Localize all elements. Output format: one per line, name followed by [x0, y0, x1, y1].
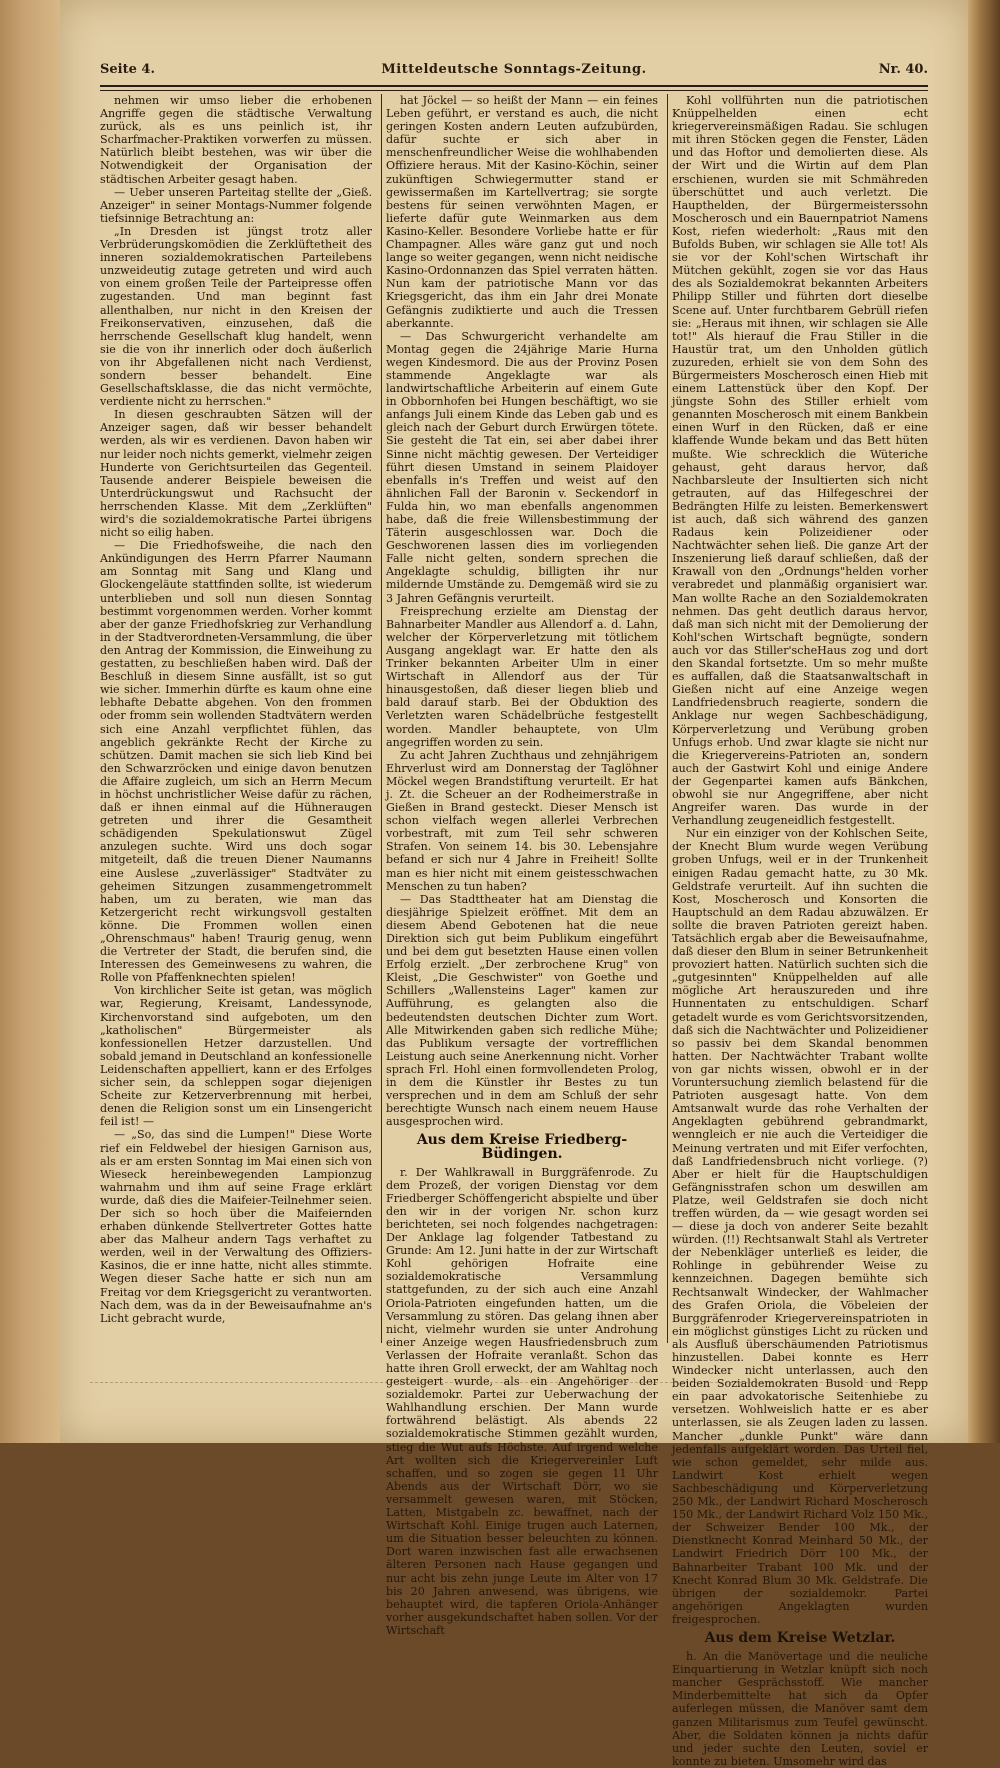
- page-bottom-margin: [90, 1358, 928, 1383]
- section-heading: Aus dem Kreise Friedberg-Büdingen.: [416, 1132, 628, 1162]
- page-edge: [968, 0, 1000, 1443]
- paragraph: — „So, das sind die Lumpen!" Diese Worte rief ein Feldwebel der hiesigen Garnison aus, als er am ersten Sonntag im Mai einen sich von Wieseck hereinbewegenden Lampionzug wahrnahm und ihm auf seine Frage erklärt wurde, daß dies die Maifeier-Teilnehmer seien. Der sich so hoch über die Maifeiernden erhaben dünkende Stellvertreter Gottes hatte aber das Malheur andern Tags verhaftet zu werden, weil in der Verwaltung des Offiziers-Kasinos, die er inne hatte, nicht alles stimmte. Wegen dieser Sache hatte er sich nun am Freitag vor dem Kriegsgericht zu verantworten. Nach dem, was da in der Beweisaufnahme an's Licht gebracht wurde,: [100, 1128, 372, 1325]
- paragraph: „In Dresden ist jüngst trotz aller Verbrüderungskomödien die Zerklüftetheit des inneren sozialdemokratischen Parteilebens unzweideutig zutage getreten und wird auch von einem großen Teile der Parteipresse offen zugestanden. Und man beginnt fast allenthalben, nur nicht in den Kreisen der Freikonservativen, einzusehen, daß die herrschende Gesellschaft klug handelt, wenn sie die von ihr innerlich oder doch äußerlich von ihr Abgefallenen nicht nach Verdienst, sondern besser behandelt. Eine Gesellschaftsklasse, die das nicht vermöchte, verdiente nicht zu herrschen.": [100, 224, 372, 409]
- paragraph: nehmen wir umso lieber die erhobenen Angriffe gegen die städtische Verwaltung zurück, als es uns peinlich ist, ihr Scharfmacher-Praktiken vorwerfen zu müssen. Natürlich bleibt bestehen, was wir über die Notwendigkeit der Organisation der städtischen Arbeiter gesagt haben.: [100, 94, 372, 186]
- page-number: Seite 4.: [100, 62, 155, 77]
- section-heading: Aus dem Kreise Wetzlar.: [704, 1629, 896, 1646]
- paragraph: Kohl vollführten nun die patriotischen Knüppelhelden einen echt kriegervereinsmäßigen Radau. Sie schlugen mit ihren Stöcken gegen die Fenster, Läden und das Hoftor und demolierten diese. Als der Wirt und die Wirtin auf dem Plan erschienen, wurden sie mit Schmähreden überschüttet und auch verletzt. Die Haupthelden, der Bürgermeisterssohn Moscherosch und ein Bauernpatriot Namens Kost, riefen wiederholt: „Raus mit den Bufolds Buben, wir schlagen sie Alle tot! Als sie vor der Kohl'schen Wirtschaft ihr Mütchen gekühlt, zogen sie vor das Haus des als Sozialdemokrat bekannten Arbeiters Philipp Stiller und führten dort dieselbe Scene auf. Unter furchtbarem Gebrüll riefen sie: „Heraus mit ihnen, wir schlagen sie Alle tot!" Als hierauf die Frau Stiller in die Haustür trat, um den Unholden gütlich zuzureden, erhielt sie von dem Sohn des Bürgermeisters Moscherosch einen Hieb mit einem Lattenstück über den Kopf. Der jüngste Sohn des Stiller erhielt vom genannten Moscherosch mit einem Bankbein einen Wurf in den Rücken, daß er eine klaffende Wunde bekam und das Bett hüten mußte. Wie schrecklich die Wüteriche gehaust, geht daraus hervor, daß Nachbarsleute der Insultierten sich nicht getrauten, auf das Hilfegeschrei der Bedrängten Hilfe zu leisten. Bemerkenswert ist auch, daß sich während des ganzen Radaus kein Polizeidiener oder Nachtwächter sehen ließ. Die ganze Art der Inszenierung ließ darauf schließen, daß der Krawall von den „Ordnungs"helden vorher verabredet und planmäßig organisiert war. Man wollte Rache an den Sozialdemokraten nehmen. Das geht deutlich daraus hervor, daß man sich nicht mit der Demolierung der Kohl'schen Wirtschaft begnügte, sondern auch vor das Stiller'scheHaus zog und dort den Skandal fortsetzte. Um so mehr mußte es auffallen, daß die Staatsanwaltschaft in Gießen nicht auf eine Anzeige wegen Landfriedensbruch reagierte, sondern die Anklage nur wegen Sachbeschädigung, Körperverletzung und Verübung groben Unfugs erhob. Und zwar klagte sie nicht nur die Kriegervereins-Patrioten an, sondern auch der Gastwirt Kohl und einige Andere der Gegenpartei kamen aufs Bänkchen, obwohl sie nur Angegriffene, aber nicht Angreifer waren. Das wurde in der Verhandlung zeugeneidlich festgestellt.: [672, 94, 928, 828]
- paragraph: Zu acht Jahren Zuchthaus und zehnjährigem Ehrverlust wird am Donnerstag der Taglöhner Möckel wegen Brandstiftung verurteilt. Er hat j. Zt. die Scheuer an der Rodheimerstraße in Gießen in Brand gesteckt. Dieser Mensch ist schon vielfach wegen allerlei Verbrechen vorbestraft, mit zum Teil sehr schweren Strafen. Von seinem 14. bis 30. Lebensjahre befand er sich nur 4 Jahre in Freiheit! Sollte man es hier nicht mit einem geistesschwachen Menschen zu tun haben?: [386, 748, 658, 893]
- paragraph: h. An die Manövertage und die neuliche Einquartierung in Wetzlar knüpft sich noch mancher Gesprächsstoff. Wie mancher Minderbemittelte hat sich da Opfer auferlegen müssen, die Manöver samt dem ganzen Militarismus zum Teufel gewünscht. Aber, die Soldaten können ja nichts dafür und jeder suchte den Leuten, soviel er konnte zu bieten. Umsomehr wird das: [672, 1650, 928, 1768]
- paragraph: Von kirchlicher Seite ist getan, was möglich war, Regierung, Kreisamt, Landessynode, Kirchenvorstand sind aufgeboten, um den „katholischen" Bürgermeister als konfessionellen Hetzer darzustellen. Und sobald jemand in Deutschland an konfessionelle Leidenschaften appelliert, kann er des Erfolges sicher sein, da schleppen sogar diejenigen Scheite zur Ketzerverbrennung mit herbei, denen die Religion sonst um ein Linsengericht feil ist! —: [100, 984, 372, 1129]
- header-rule: [100, 85, 928, 91]
- newspaper-title: Mitteldeutsche Sonntags-Zeitung.: [381, 62, 647, 77]
- paragraph: — Ueber unseren Parteitag stellte der „Gieß. Anzeiger" in seiner Montags-Nummer folgende tiefsinnige Betrachtung an:: [100, 185, 372, 225]
- issue-number: Nr. 40.: [878, 62, 928, 77]
- book-binding: [0, 0, 60, 1443]
- paragraph: r. Der Wahlkrawall in Burggräfenrode. Zu dem Prozeß, der vorigen Dienstag vor dem Friedberger Schöffengericht abspielte und über den wir in der vorigen Nr. schon kurz berichteten, sei noch folgendes nachgetragen: Der Anklage lag folgender Tatbestand zu Grunde: Am 12. Juni hatte in der zur Wirtschaft Kohl gehörigen Hofraite eine sozialdemokratische Versammlung stattgefunden, zu der sich auch eine Anzahl Oriola-Patrioten eingefunden hatten, um die Versammlung zu stören. Das gelang ihnen aber nicht, vielmehr wurden sie unter Androhung einer Anzeige wegen Hausfriedensbruch zum Verlassen der Hofraite veranlaßt. Schon das hatte ihren Groll erweckt, der am Wahltag noch gesteigert wurde, als ein Angehöriger der sozialdemokr. Partei zur Ueberwachung der Wahlhandlung erschien. Der Mann wurde fortwährend belästigt. Als abends 22 sozialdemokratische Stimmen gezählt wurden, stieg die Wut aufs Höchste. Auf irgend welche Art wollten sich die Kriegervereinler Luft schaffen, und so zogen sie gegen 11 Uhr Abends aus der Wirtschaft Dörr, wo sie versammelt gewesen waren, mit Stöcken, Latten, Mistgabeln zc. bewaffnet, nach der Wirtschaft Kohl. Einige trugen auch Laternen, um die Situation besser beleuchten zu können. Dort waren inzwischen fast alle erwachsenen älteren Personen nach Hause gegangen und nur acht bis zehn junge Leute im Alter von 17 bis 20 Jahren anwesend, was übrigens, wie behauptet wird, die tapferen Oriola-Anhänger vorher ausgekundschaftet haben sollen. Vor der Wirtschaft: [386, 1165, 658, 1637]
- paragraph: — Das Stadttheater hat am Dienstag die diesjährige Spielzeit eröffnet. Mit dem an diesem Abend Gebotenen hat die neue Direktion sich gut beim Publikum eingeführt und bei dem gut besetzten Hause einen vollen Erfolg erzielt. „Der zerbrochene Krug" von Kleist, „Die Geschwister" von Goethe und Schillers „Wallensteins Lager" kamen zur Aufführung, es gelangten also die bedeutendsten deutschen Dichter zum Wort. Alle Mitwirkenden gaben sich redliche Mühe; das Publikum versagte der vortrefflichen Leistung auch seine Anerkennung nicht. Vorher sprach Frl. Hohl einen formvollendeten Prolog, in dem die Künstler ihr Bestes zu tun versprechen und in dem am Schluß der sehr berechtigte Wunsch nach einem neuem Hause ausgesprochen wird.: [386, 892, 658, 1129]
- newspaper-page: [60, 0, 968, 1768]
- column-1: [100, 94, 372, 1343]
- page-header: [100, 62, 928, 84]
- column-2: [386, 94, 658, 1637]
- article-columns: [100, 94, 928, 1768]
- column-3: [672, 94, 928, 1768]
- paragraph: — Das Schwurgericht verhandelte am Montag gegen die 24jährige Marie Hurna wegen Kindesmord. Die aus der Provinz Posen stammende Angeklagte war als landwirtschaftliche Arbeiterin auf einem Gute in Obbornhofen bei Hungen beschäftigt, wo sie anfangs Juli einem Kinde das Leben gab und es gleich nach der Geburt durch Erwürgen tötete. Sie gesteht die Tat ein, sei aber dabei ihrer Sinne nicht mächtig gewesen. Der Verteidiger führt diesen Umstand in seinem Plaidoyer ebenfalls in's Treffen und weist auf den ähnlichen Fall der Baronin v. Seckendorf in Fulda hin, wo man ebenfalls angenommen habe, daß die freie Willensbestimmung der Täterin ausgeschlossen war. Doch die Geschworenen lassen dies im vorliegenden Falle nicht gelten, sondern sprechen die Angeklagte schuldig, billigten ihr nur mildernde Umstände zu. Demgemäß wird sie zu 3 Jahren Gefängnis verurteilt.: [386, 329, 658, 605]
- paragraph: Nur ein einziger von der Kohlschen Seite, der Knecht Blum wurde wegen Verübung groben Unfugs, weil er in der Trunkenheit einigen Radau gemacht hatte, zu 30 Mk. Geldstrafe verurteilt. Auf ihn suchten die Kost, Moscherosch und Konsorten die Hauptschuld an dem Radau abzuwälzen. Er sollte die braven Patrioten gereizt haben. Tatsächlich ergab aber die Beweisaufnahme, daß dieser den Blum in seiner Betrunkenheit provoziert hatten. Natürlich suchten sich die „gutgesinnten" Knüppelhelden auf alle mögliche Art herauszureden und ihre Hunnentaten zu entschuldigen. Scharf getadelt wurde es vom Gerichtsvorsitzenden, daß sich die Nachtwächter und Polizeidiener so passiv bei dem Skandal benommen hatten. Der Nachtwächter Trabant wollte von gar nichts wissen, obwohl er in der Voruntersuchung ziemlich belastend für die Patrioten ausgesagt hatte. Von dem Amtsanwalt wurde das rohe Verhalten der Angeklagten gebührend gebrandmarkt, wenngleich er nie auch die Verteidiger die Meinung vertraten und mit Eifer verfochten, daß Landfriedensbruch nicht vorliege. (?) Aber er hielt für die Hauptschuldigen Gefängnisstrafen schon um deswillen am Platze, weil Geldstrafen sie doch nicht treffen würden, da — wie gesagt worden sei — diese ja doch von anderer Seite bezahlt würden. (!!) Rechtsanwalt Stahl als Vertreter der Nebenkläger unterließ es leider, die Rohlinge in gebührender Weise zu kennzeichnen. Dagegen bemühte sich Rechtsanwalt Windecker, der Wahlmacher des Grafen Oriola, die Vöbeleien der Burggräfenroder Kriegervereinspatrioten in ein möglichst günstiges Licht zu rücken und als Ausfluß überschäumenden Patriotismus hinzustellen. Dabei konnte es Herr Windecker nicht unterlassen, auch den beiden Sozialdemokraten Busold und Repp ein paar advokatorische Seitenhiebe zu versetzen. Wohlweislich hatte er es aber unterlassen, sie als Zeugen laden zu lassen. Mancher „dunkle Punkt" wäre dann jedenfalls aufgeklärt worden. Das Urteil fiel, wie schon gemeldet, sehr milde aus. Landwirt Kost erhielt wegen Sachbeschädigung und Körperverletzung 250 Mk., der Landwirt Richard Moscherosch 150 Mk., der Landwirt Richard Volz 150 Mk., der Schweizer Bender 100 Mk., der Dienstknecht Konrad Meinhard 50 Mk., der Landwirt Friedrich Dörr 100 Mk., der Bahnarbeiter Trabant 100 Mk. und der Knecht Konrad Blum 30 Mk. Geldstrafe. Die übrigen der sozialdemokr. Partei angehörigen Angeklagten wurden freigesprochen.: [672, 827, 928, 1626]
- paragraph: In diesen geschraubten Sätzen will der Anzeiger sagen, daß wir besser behandelt werden, als wir es verdienen. Davon haben wir nur leider noch nichts gemerkt, vielmehr zeigen Hunderte von Gerichtsurteilen das Gegenteil. Tausende anderer Beispiele beweisen die Unterdrückungswut und Rachsucht der herrschenden Klasse. Mit dem „Zerklüften" wird's die sozialdemokratische Partei übrigens nicht so eilig haben.: [100, 408, 372, 540]
- paragraph: hat Jöckel — so heißt der Mann — ein feines Leben geführt, er verstand es auch, die nicht geringen Kosten andern Leuten aufzubürden, dafür suchte er sich aber in menschenfreundlicher Weise die wohlhabenden Offiziere heraus. Mit der Kasino-Köchin, seiner zukünftigen Schwiegermutter stand er gewissermaßen im Kartellvertrag; sie sorgte bestens für seinen verwöhnten Magen, er lieferte dafür gute Weinmarken aus dem Kasino-Keller. Besondere Vorliebe hatte er für Champagner. Alles wäre ganz gut und noch lange so weiter gegangen, wenn nicht neidische Kasino-Ordonnanzen das Spiel verraten hätten. Nun kam der patriotische Mann vor das Kriegsgericht, das ihm ein Jahr drei Monate Gefängnis zudiktierte und auch die Tressen aberkannte.: [386, 94, 658, 330]
- paragraph: Freisprechung erzielte am Dienstag der Bahnarbeiter Mandler aus Allendorf a. d. Lahn, welcher der Körperverletzung mit tötlichem Ausgang angeklagt war. Er hatte den als Trinker bekannten Arbeiter Ulm in einer Wirtschaft in Allendorf aus der Tür hinausgestoßen, daß dieser liegen blieb und bald darauf starb. Bei der Obduktion des Verletzten waren Schädelbrüche festgestellt worden. Mandler behauptete, von Ulm angegriffen worden zu sein.: [386, 604, 658, 749]
- paragraph: — Die Friedhofsweihe, die nach den Ankündigungen des Herrn Pfarrer Naumann am Sonntag mit Sang und Klang und Glockengeläute stattfinden sollte, ist wiederum unterblieben und soll nun diesen Sonntag bestimmt vorgenommen werden. Vorher kommt aber der ganze Friedhofskrieg zur Verhandlung in der Stadtverordneten-Versammlung, die über den Antrag der Kommission, die Einweihung zu gestatten, zu beschließen haben wird. Daß der Beschluß in diesem Sinne ausfällt, ist so gut wie sicher. Immerhin dürfte es kaum ohne eine lebhafte Debatte abgehen. Von den frommen oder fromm sein wollenden Stadtvätern werden sich eine Anzahl verpflichtet fühlen, das angeblich gekränkte Recht der Kirche zu schützen. Damit machen sie sich lieb Kind bei den Schwarzröcken und einige davon benutzen die Affaire zugleich, um sich an Herrn Mecum in höchst unchristlicher Weise dafür zu rächen, daß er ihnen einmal auf die Hühneraugen getreten und ihrer die Gesamtheit schädigenden Spekulationswut Zügel anzulegen suchte. Wird uns doch sogar mitgeteilt, daß die treuen Diener Naumanns eine Auslese „zuverlässiger" Stadtväter zu geheimen Sitzungen zusammengetrommelt haben, um zu beraten, wie man das Ketzergericht recht wirkungsvoll gestalten könne. Die Frommen wollen einen „Ohrenschmaus" haben! Traurig genug, wenn die Vertreter der Stadt, die berufen sind, die Interessen des Gemeinwesens zu wahren, die Rolle von Pfaffenknechten spielen!: [100, 539, 372, 985]
